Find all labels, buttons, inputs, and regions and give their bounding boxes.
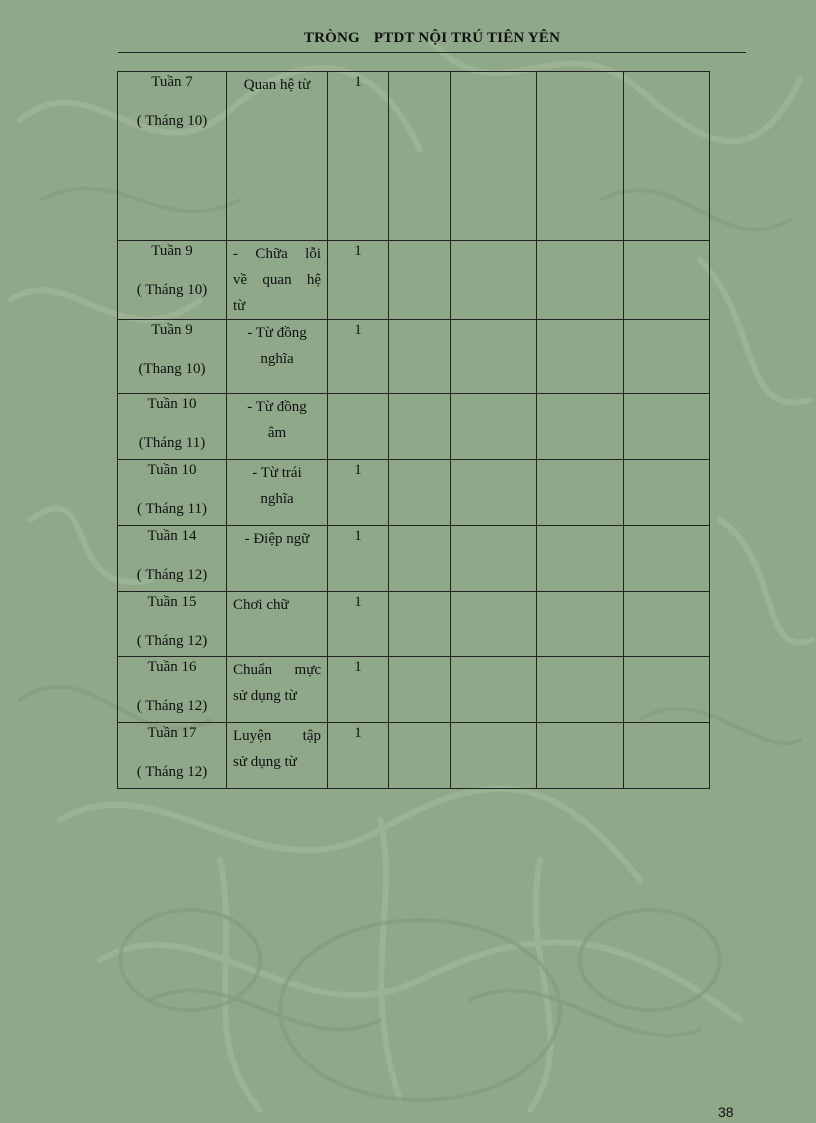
empty-cell [389, 394, 451, 460]
empty-cell [451, 723, 537, 789]
lesson-cell [227, 657, 328, 723]
empty-cell [537, 657, 624, 723]
page-number: 38 [718, 1104, 734, 1120]
week-label: Tuần 17 [147, 725, 197, 741]
lesson-line: - Điệp ngữ [244, 531, 310, 547]
lesson-line: - Từ trái [252, 465, 302, 481]
schedule-table [117, 71, 710, 789]
empty-cell [389, 320, 451, 394]
lesson-line: Quan hệ từ [243, 77, 311, 93]
lesson-line: nghĩa [260, 491, 294, 507]
empty-cell [624, 320, 710, 394]
lesson-line: nghĩa [260, 351, 294, 367]
lesson-cell [227, 72, 328, 241]
lesson-line: Chuẩn mực [233, 662, 321, 678]
month-label: ( Tháng 10) [136, 113, 208, 129]
month-label: ( Tháng 12) [136, 698, 208, 714]
lesson-line: sử dụng từ [233, 688, 297, 704]
table-row [118, 320, 710, 394]
empty-cell [537, 394, 624, 460]
month-label: ( Tháng 10) [136, 282, 208, 298]
empty-cell [389, 657, 451, 723]
period-cell: 1 [328, 592, 389, 657]
month-label: ( Tháng 12) [136, 764, 208, 780]
empty-cell [389, 526, 451, 592]
lesson-line: - Từ đồng [247, 325, 307, 341]
lesson-line: - Từ đồng [247, 399, 307, 415]
empty-cell [451, 592, 537, 657]
period-cell: 1 [328, 526, 389, 592]
lesson-line: Chơi chữ [233, 597, 289, 613]
lesson-cell [227, 526, 328, 592]
table-row [118, 241, 710, 320]
table-row [118, 72, 710, 241]
week-label: Tuần 10 [147, 396, 197, 412]
table-row [118, 657, 710, 723]
lesson-line: sử dụng từ [233, 754, 297, 770]
empty-cell [537, 72, 624, 241]
empty-cell [389, 723, 451, 789]
empty-cell [451, 241, 537, 320]
empty-cell [389, 592, 451, 657]
week-cell [118, 320, 227, 394]
table-row [118, 526, 710, 592]
week-cell [118, 657, 227, 723]
empty-cell [537, 723, 624, 789]
empty-cell [389, 72, 451, 241]
week-cell [118, 592, 227, 657]
month-label: ( Tháng 12) [136, 633, 208, 649]
week-label: Tuần 9 [151, 243, 193, 259]
week-cell [118, 394, 227, 460]
empty-cell [451, 526, 537, 592]
empty-cell [451, 72, 537, 241]
empty-cell [624, 460, 710, 526]
lesson-line: âm [267, 425, 287, 441]
month-label: ( Tháng 11) [137, 501, 207, 517]
week-label: Tuần 16 [147, 659, 197, 675]
lesson-line: - Chữa lỗi [233, 246, 321, 262]
empty-cell [624, 241, 710, 320]
month-label: ( Tháng 12) [136, 567, 208, 583]
lesson-line: từ [233, 298, 246, 314]
month-label: (Tháng 11) [138, 435, 206, 451]
week-label: Tuần 15 [147, 594, 197, 610]
week-label: Tuần 7 [151, 74, 193, 90]
lesson-cell [227, 723, 328, 789]
empty-cell [537, 241, 624, 320]
empty-cell [624, 592, 710, 657]
lesson-cell [227, 460, 328, 526]
empty-cell [389, 241, 451, 320]
empty-cell [624, 723, 710, 789]
period-cell: 1 [328, 723, 389, 789]
empty-cell [389, 460, 451, 526]
school-name-part1: TRÒNG [303, 30, 360, 46]
empty-cell [451, 320, 537, 394]
period-cell: 1 [328, 241, 389, 320]
empty-cell [624, 657, 710, 723]
empty-cell [624, 72, 710, 241]
empty-cell [451, 657, 537, 723]
table-row [118, 592, 710, 657]
week-label: Tuần 9 [151, 322, 193, 338]
month-label: (Thang 10) [138, 361, 206, 377]
week-label: Tuần 14 [147, 528, 197, 544]
lesson-cell [227, 592, 328, 657]
header-rule [118, 52, 746, 53]
page-header [118, 30, 746, 47]
lesson-line: Luyện tập [233, 728, 321, 744]
lesson-line: về quan hệ [233, 272, 321, 288]
empty-cell [451, 460, 537, 526]
week-cell [118, 460, 227, 526]
week-cell [118, 723, 227, 789]
period-cell: 1 [328, 72, 389, 241]
week-label: Tuần 10 [147, 462, 197, 478]
week-cell [118, 241, 227, 320]
week-cell [118, 526, 227, 592]
empty-cell [624, 526, 710, 592]
lesson-cell [227, 241, 328, 320]
empty-cell [451, 394, 537, 460]
table-row [118, 460, 710, 526]
period-cell [328, 394, 389, 460]
empty-cell [537, 526, 624, 592]
period-cell: 1 [328, 657, 389, 723]
period-cell: 1 [328, 460, 389, 526]
empty-cell [537, 460, 624, 526]
empty-cell [537, 320, 624, 394]
lesson-cell [227, 394, 328, 460]
empty-cell [624, 394, 710, 460]
table-row [118, 723, 710, 789]
week-cell [118, 72, 227, 241]
table-row [118, 394, 710, 460]
empty-cell [537, 592, 624, 657]
period-cell: 1 [328, 320, 389, 394]
lesson-cell [227, 320, 328, 394]
school-name-part2: PTDT NỘI TRÚ TIÊN YÊN [373, 30, 561, 46]
